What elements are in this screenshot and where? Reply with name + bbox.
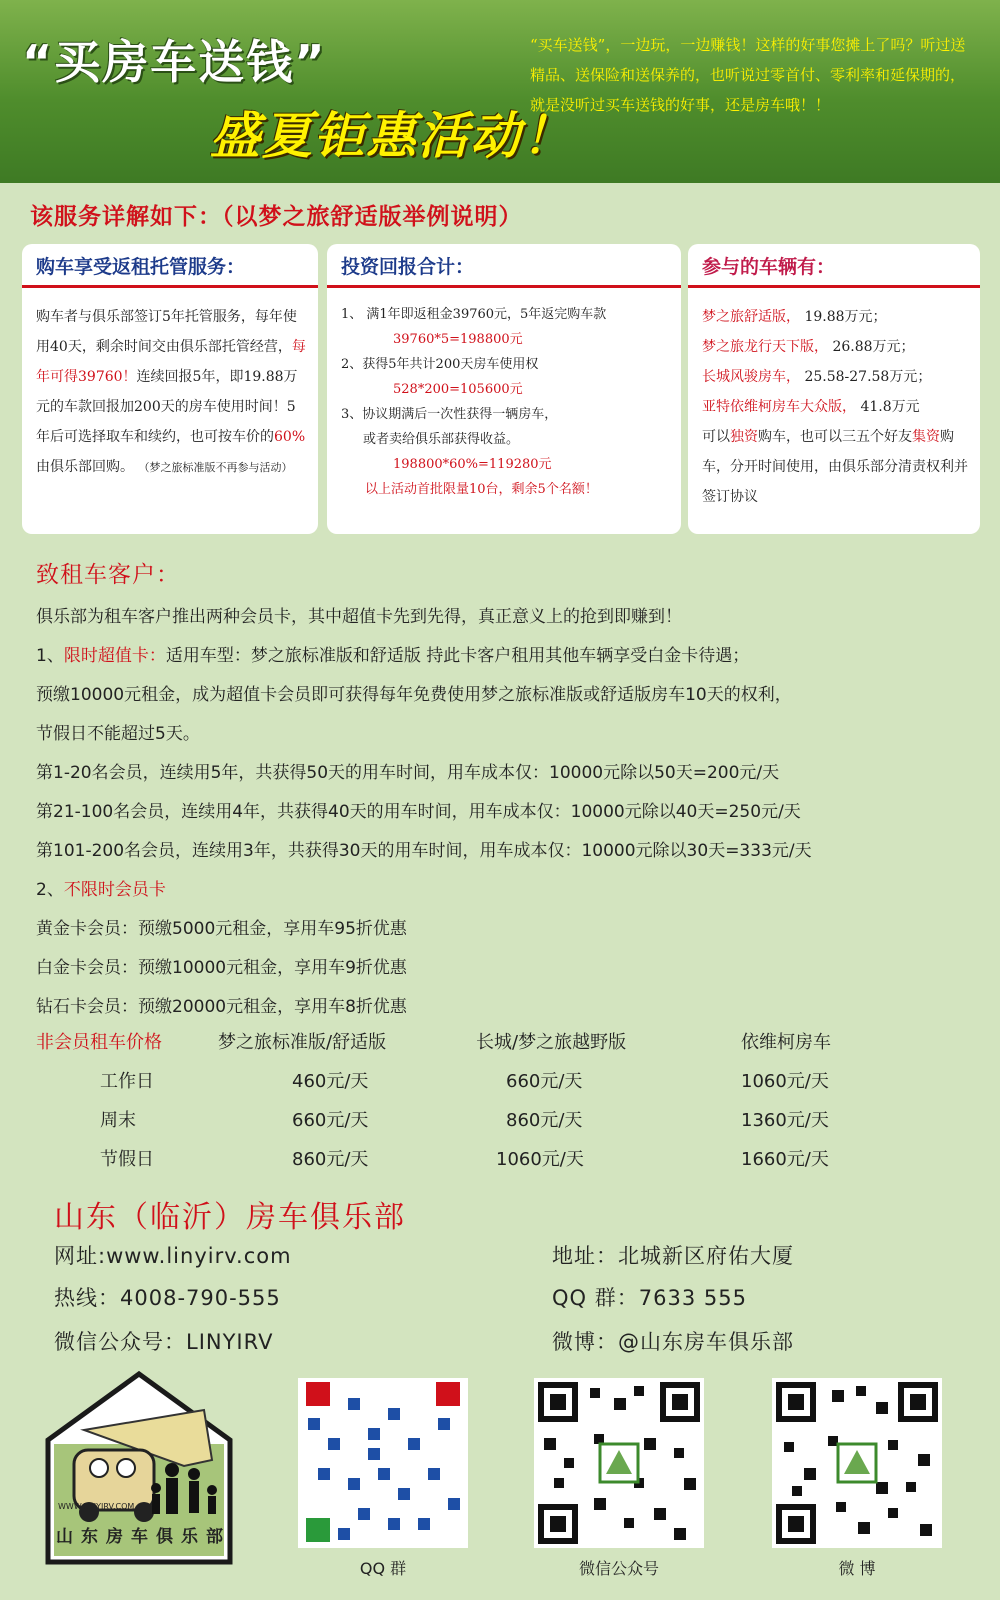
qr-code-icon bbox=[772, 1378, 942, 1548]
price-cell: 1660元/天 bbox=[741, 1149, 829, 1170]
vehicle-price: 26.88万元； bbox=[832, 339, 915, 355]
card1-name: 限时超值卡： bbox=[63, 646, 166, 666]
club-website[interactable]: 网址:www.linyirv.com bbox=[54, 1244, 292, 1268]
price-header-row bbox=[36, 1028, 976, 1066]
return-calc: 198800*60%=119280元 bbox=[393, 457, 552, 472]
vehicle-item bbox=[702, 302, 968, 332]
platinum-line: 白金卡会员：预缴10000元租金，享用车9折优惠 bbox=[36, 958, 407, 978]
price-header-cell: 梦之旅标准版/舒适版 bbox=[218, 1032, 387, 1053]
card-text: 连续回报5年，即19.88万元的车款回报加200天的房车使用时间！5年后可选择取车和续约，也可按车价的 bbox=[36, 369, 298, 445]
logo-name: 山东房车俱乐部 bbox=[56, 1527, 231, 1547]
qr-code-icon bbox=[298, 1378, 468, 1548]
card-body bbox=[327, 288, 681, 502]
vehicle-note bbox=[702, 422, 968, 512]
card1-prefix: 1、 bbox=[36, 646, 64, 666]
card-highlight: 每年可得39760！ bbox=[36, 339, 306, 385]
return-calc: 39760*5=198800元 bbox=[393, 332, 523, 347]
card-highlight: 独资 bbox=[730, 429, 758, 445]
card-text: 购车者与俱乐部签订5年托管服务，每年使用40天，剩余时间交由俱乐部托管经营， bbox=[36, 309, 297, 355]
qr-code-icon bbox=[534, 1378, 704, 1548]
club-name: 山东（临沂）房车俱乐部 bbox=[54, 1200, 406, 1235]
limit-notice: 以上活动首批限量10台，剩余5个名额！ bbox=[365, 482, 598, 497]
card-highlight: 集资 bbox=[912, 429, 940, 445]
qr-label: 微信公众号 bbox=[578, 1559, 659, 1578]
card-note: （梦之旅标准版不再参与活动） bbox=[138, 461, 293, 474]
service-section-title: 该服务详解如下：（以梦之旅舒适版举例说明） bbox=[30, 203, 523, 230]
return-calc: 528*200=105600元 bbox=[393, 382, 523, 397]
club-wechat: 微信公众号：LINYIRV bbox=[54, 1330, 274, 1354]
card-text: 购车，也可以三五个好友 bbox=[758, 429, 912, 445]
price-row bbox=[36, 1145, 976, 1183]
logo-url: WWW.LINYIRV.COM bbox=[58, 1502, 135, 1511]
price-cell: 860元/天 bbox=[506, 1110, 583, 1131]
qr-label: 微 博 bbox=[838, 1559, 876, 1578]
price-cell: 1360元/天 bbox=[741, 1110, 829, 1131]
card-text: 购车，分开时间使用，由俱乐部分清责权利并签订协议 bbox=[702, 429, 968, 505]
rental-intro: 俱乐部为租车客户推出两种会员卡，其中超值卡先到先得，真正意义上的抢到即赚到！ bbox=[36, 607, 682, 627]
qr-qq-group[interactable] bbox=[298, 1378, 468, 1579]
banner-description: “买车送钱”，一边玩，一边赚钱！这样的好事您摊上了吗？听过送精品、送保险和送保养的，也听说过零首付、零利率和延保期的，就是没听过买车送钱的好事，还是房车哦！！ bbox=[530, 36, 966, 114]
tier-line: 第1-20名会员，连续用5年，共获得50天的用车时间，用车成本仅：10000元除以50天=200元/天 bbox=[36, 763, 780, 783]
price-row bbox=[36, 1067, 976, 1105]
card2-name: 不限时会员卡 bbox=[63, 880, 166, 900]
vehicle-item bbox=[702, 332, 968, 362]
card-body bbox=[22, 288, 318, 483]
club-qq-group: QQ 群：7633 555 bbox=[552, 1286, 747, 1310]
card-lease-service bbox=[22, 244, 318, 534]
banner-title: “买房车送钱” bbox=[22, 35, 327, 89]
card-investment-return bbox=[327, 244, 681, 534]
vehicle-price: 19.88万元； bbox=[804, 309, 887, 325]
tier-line: 第21-100名会员，连续用4年，共获得40天的用车时间，用车成本仅：10000元除以40天=250元/天 bbox=[36, 802, 801, 822]
vehicle-name: 梦之旅龙行天下版， bbox=[702, 339, 828, 355]
banner-subtitle: 盛夏钜惠活动！ bbox=[210, 107, 574, 165]
card1-line bbox=[36, 637, 986, 676]
qr-label: QQ 群 bbox=[359, 1559, 407, 1578]
price-cell: 460元/天 bbox=[292, 1071, 369, 1092]
club-weibo: 微博：@山东房车俱乐部 bbox=[552, 1330, 794, 1354]
card-title: 参与的车辆有： bbox=[688, 244, 980, 288]
price-cell: 860元/天 bbox=[292, 1149, 369, 1170]
vehicle-item bbox=[702, 392, 968, 422]
return-item: 或者卖给俱乐部获得收益。 bbox=[363, 432, 520, 447]
price-header-cell: 长城/梦之旅越野版 bbox=[476, 1032, 627, 1053]
card-highlight: 60% bbox=[274, 429, 306, 445]
card1-desc: 适用车型：梦之旅标准版和舒适版 持此卡客户租用其他车辆享受白金卡待遇； bbox=[165, 646, 750, 666]
gold-line: 黄金卡会员：预缴5000元租金，享用车95折优惠 bbox=[36, 919, 407, 939]
card-title: 投资回报合计： bbox=[327, 244, 681, 288]
card-text: 由俱乐部回购。 bbox=[36, 459, 134, 475]
price-cell: 节假日 bbox=[100, 1149, 154, 1170]
price-cell: 1060元/天 bbox=[496, 1149, 584, 1170]
qr-weibo[interactable] bbox=[772, 1378, 942, 1579]
vehicle-price: 41.8万元 bbox=[860, 399, 920, 415]
price-cell: 周末 bbox=[100, 1110, 136, 1131]
card2-line bbox=[36, 871, 986, 910]
price-cell: 1060元/天 bbox=[741, 1071, 829, 1092]
club-address: 地址：北城新区府佑大厦 bbox=[552, 1244, 794, 1268]
card-body bbox=[688, 288, 980, 512]
vehicle-name: 长城风骏房车， bbox=[702, 369, 800, 385]
return-item: 1、 满1年即返租金39760元，5年返完购车款 bbox=[341, 307, 607, 322]
price-row bbox=[36, 1106, 976, 1144]
card2-prefix: 2、 bbox=[36, 880, 64, 900]
rental-title: 致租车客户： bbox=[36, 562, 180, 588]
prepay-line: 预缴10000元租金，成为超值卡会员即可获得每年免费使用梦之旅标准版或舒适版房车10天的权利， bbox=[36, 685, 792, 705]
holiday-line: 节假日不能超过5天。 bbox=[36, 724, 200, 744]
return-item: 3、协议期满后一次性获得一辆房车， bbox=[341, 407, 558, 422]
vehicle-name: 梦之旅舒适版， bbox=[702, 309, 800, 325]
return-item: 2、获得5年共计200天房车使用权 bbox=[341, 357, 539, 372]
rental-details bbox=[36, 598, 986, 1027]
card-title: 购车享受返租托管服务： bbox=[22, 244, 318, 288]
header-banner bbox=[0, 0, 1000, 183]
price-header-cell: 依维柯房车 bbox=[741, 1032, 831, 1053]
tier-line: 第101-200名会员，连续用3年，共获得30天的用车时间，用车成本仅：10000元除以30天=333元/天 bbox=[36, 841, 812, 861]
card-vehicles bbox=[688, 244, 980, 534]
price-header-cell: 非会员租车价格 bbox=[36, 1032, 162, 1053]
qr-wechat[interactable] bbox=[534, 1378, 704, 1579]
club-logo bbox=[44, 1370, 234, 1568]
vehicle-item bbox=[702, 362, 968, 392]
price-cell: 660元/天 bbox=[506, 1071, 583, 1092]
vehicle-price: 25.58-27.58万元； bbox=[804, 369, 932, 385]
price-cell: 工作日 bbox=[100, 1071, 154, 1092]
vehicle-name: 亚特依维柯房车大众版， bbox=[702, 399, 856, 415]
price-cell: 660元/天 bbox=[292, 1110, 369, 1131]
diamond-line: 钻石卡会员：预缴20000元租金，享用车8折优惠 bbox=[36, 997, 407, 1017]
club-hotline: 热线：4008-790-555 bbox=[54, 1286, 281, 1310]
card-text: 可以 bbox=[702, 429, 730, 445]
